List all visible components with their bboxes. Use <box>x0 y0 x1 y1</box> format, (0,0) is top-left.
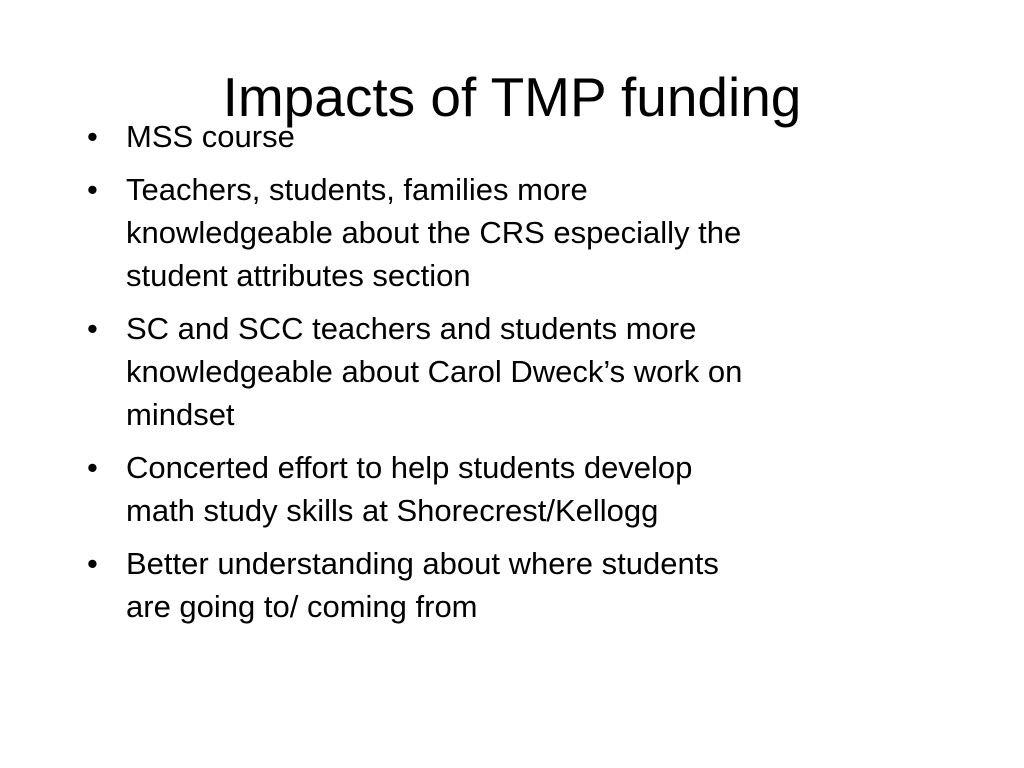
bullet-line: Better understanding about where students <box>126 546 719 581</box>
bullet-text <box>126 307 937 436</box>
bullet-item <box>87 168 937 297</box>
bullet-text <box>126 115 937 158</box>
bullet-marker: • <box>87 119 98 154</box>
bullet-line: are going to/ coming from <box>126 589 478 624</box>
bullet-text <box>126 542 937 628</box>
bullet-line: Teachers, students, families more <box>126 172 588 207</box>
bullet-item <box>87 115 937 158</box>
bullet-marker: • <box>87 450 98 485</box>
bullet-line: student attributes section <box>126 258 471 293</box>
bullet-text <box>126 168 937 297</box>
bullet-marker: • <box>87 311 98 346</box>
bullet-line: MSS course <box>126 119 295 154</box>
bullet-line: Concerted effort to help students develop <box>126 450 693 485</box>
bullet-list <box>87 115 937 638</box>
bullet-line: math study skills at Shorecrest/Kellogg <box>126 493 659 528</box>
bullet-item <box>87 542 937 628</box>
bullet-marker: • <box>87 546 98 581</box>
bullet-item <box>87 446 937 532</box>
bullet-text <box>126 446 937 532</box>
bullet-line: mindset <box>126 397 235 432</box>
bullet-line: knowledgeable about the CRS especially the <box>126 215 742 250</box>
slide-title: Impacts of TMP funding <box>222 66 802 128</box>
bullet-line: knowledgeable about Carol Dweck’s work on <box>126 354 743 389</box>
bullet-item <box>87 307 937 436</box>
bullet-line: SC and SCC teachers and students more <box>126 311 697 346</box>
bullet-marker: • <box>87 172 98 207</box>
